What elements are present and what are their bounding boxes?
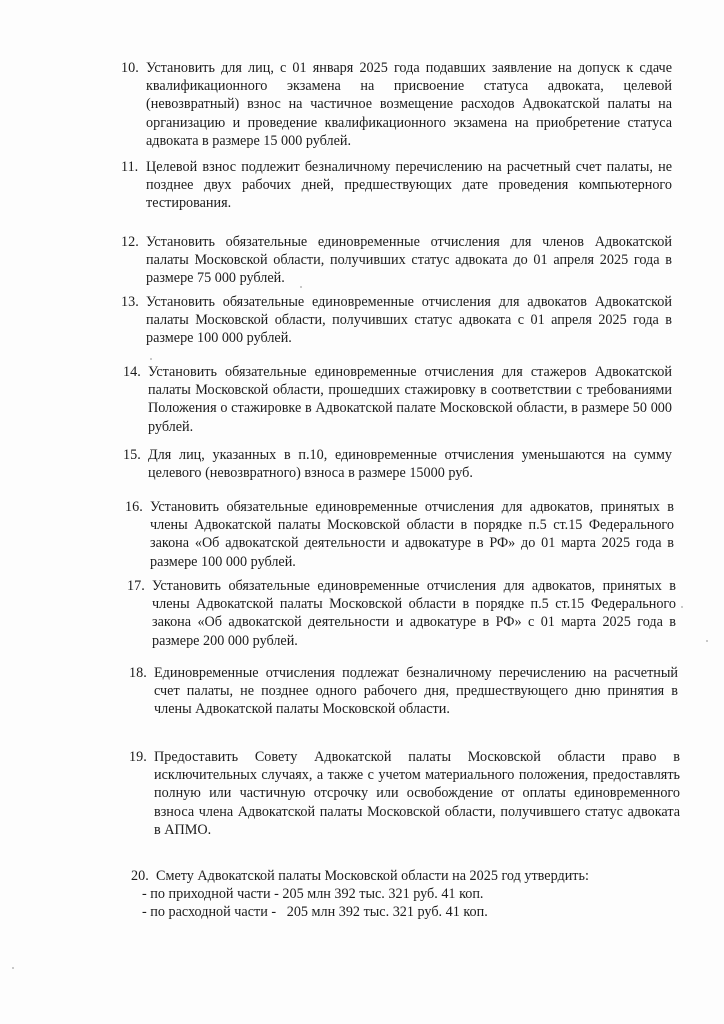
clause-10	[121, 59, 672, 150]
scan-speck	[706, 640, 708, 642]
clause-number: 20.	[131, 868, 149, 884]
clause-13	[121, 293, 672, 348]
clause-20	[131, 867, 680, 922]
clause-18	[129, 664, 678, 719]
clause-text: Для лиц, указанных в п.10, единовременные отчисления уменьшаются на сумму целевого (невозвратного) взноса в размере 15000 руб.	[148, 447, 672, 482]
clause-19	[129, 748, 680, 839]
clause-number: 14.	[123, 364, 141, 380]
clause-16	[125, 498, 674, 571]
scan-speck	[12, 967, 14, 969]
clause-text: Установить обязательные единовременные отчисления для стажеров Адвокатской палаты Московской области, прошедших стажировку в соответствии с требованиями Положения о стажировке в Адвокатской палате Московской области, в размере 50 000 рублей.	[148, 364, 672, 435]
clause-text: Предоставить Совету Адвокатской палаты Московской области право в исключительных случаях, а также с учетом материального положения, предоставлять полную или частичную отсрочку или освобождение от оплаты единовременного взноса члена Адвокатской палаты Московской области, получившего статус адвоката в АПМО.	[154, 749, 680, 838]
clause-text: Установить обязательные единовременные отчисления для адвокатов, принятых в члены Адвокатской палаты Московской области в порядке п.5 ст.15 Федерального закона «Об адвокатской деятельности и адвокатуре в РФ» до 01 марта 2025 года в размере 100 000 рублей.	[150, 499, 674, 570]
clause-number: 15.	[123, 447, 141, 463]
clause-15	[123, 446, 672, 482]
estimate-expense-line: - по расходной части - 205 млн 392 тыс. 321 руб. 41 коп.	[142, 904, 488, 921]
clause-text: Смету Адвокатской палаты Московской области на 2025 год утвердить:	[156, 868, 589, 884]
scan-speck	[150, 358, 152, 360]
clause-text: Единовременные отчисления подлежат безналичному перечислению на расчетный счет палаты, не позднее одного рабочего дня, предшествующего дню принятия в члены Адвокатской палаты Московской области.	[154, 665, 678, 718]
clause-text: Установить обязательные единовременные отчисления для адвокатов Адвокатской палаты Московской области, получивших статус адвоката с 01 апреля 2025 года в размере 100 000 рублей.	[146, 294, 672, 347]
clause-number: 19.	[129, 749, 147, 765]
clause-number: 12.	[121, 234, 139, 250]
estimate-income-line: - по приходной части - 205 млн 392 тыс. 321 руб. 41 коп.	[142, 886, 484, 903]
clause-text: Установить обязательные единовременные отчисления для адвокатов, принятых в члены Адвокатской палаты Московской области в порядке п.5 ст.15 Федерального закона «Об адвокатской деятельности и адвокатуре в РФ» с 01 марта 2025 года в размере 200 000 рублей.	[152, 578, 676, 649]
scan-speck	[681, 606, 683, 608]
clause-number: 16.	[125, 499, 143, 515]
clause-14	[123, 363, 672, 436]
clause-number: 10.	[121, 60, 139, 76]
clause-number: 17.	[127, 578, 145, 594]
clause-11	[121, 158, 672, 213]
clause-text: Целевой взнос подлежит безналичному перечислению на расчетный счет палаты, не позднее двух рабочих дней, предшествующих дате проведения компьютерного тестирования.	[146, 159, 672, 212]
clause-text: Установить обязательные единовременные отчисления для членов Адвокатской палаты Московской области, получивших статус адвоката до 01 апреля 2025 года в размере 75 000 рублей.	[146, 234, 672, 287]
clause-number: 13.	[121, 294, 139, 310]
clause-number: 18.	[129, 665, 147, 681]
clause-17	[127, 577, 676, 650]
clause-number: 11.	[121, 159, 139, 175]
clause-12	[121, 233, 672, 288]
clause-text: Установить для лиц, с 01 января 2025 года подавших заявление на допуск к сдаче квалификационного экзамена на присвоение статуса адвоката, целевой (невозвратный) взнос на частичное возмещение расходов Адвокатской палаты на организацию и проведение квалификационного экзамена на приобретение статуса адвоката в размере 15 000 рублей.	[146, 60, 672, 149]
scan-speck	[300, 286, 302, 288]
